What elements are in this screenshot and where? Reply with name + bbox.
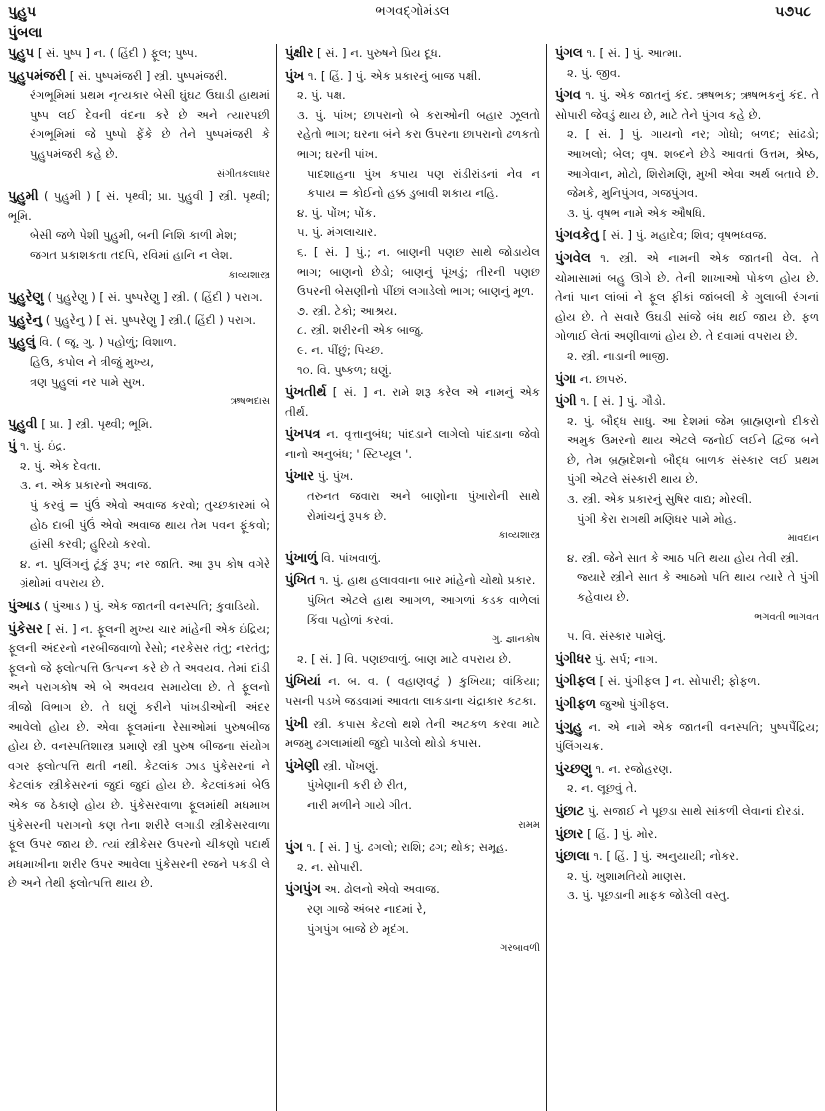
entry-definition <box>285 67 540 87</box>
entry-headword: પું <box>8 439 17 455</box>
dictionary-entry <box>555 86 819 223</box>
entry-headword: પુંગીફલ <box>555 674 596 690</box>
dictionary-entry <box>285 467 540 545</box>
entry-sense: ૩. પું. પૂછડાની માફક જોડેલી વસ્તુ. <box>567 888 730 903</box>
entry-definition <box>285 425 540 464</box>
dictionary-entry <box>285 672 540 711</box>
dictionary-entry <box>8 67 270 185</box>
entry-definition <box>8 288 270 308</box>
entry-headword: પુહુપમંજરી <box>8 68 67 84</box>
entry-sense: ૭. સ્ત્રી. ટેકો; આશ્રય. <box>297 303 398 318</box>
entry-body: અ. ઢોલનો એવો અવાજ. <box>324 882 440 897</box>
quotation-source: ગુ. જ્ઞાનકોષ <box>492 634 540 646</box>
entry-quotation <box>555 510 819 549</box>
page-number: ૫૭૫૮ <box>775 4 811 20</box>
entry-body: ન. એ નામે એક જાતની વનસ્પતિ; પુષ્પપૈંદ્રિય; પુંલિંગચક્ર. <box>555 719 819 754</box>
entry-definition <box>555 802 819 822</box>
entry-sense: ૨. સ્ત્રી. નાડાની ભાજી. <box>567 348 670 363</box>
entry-quotation <box>285 776 540 835</box>
entry-quotation <box>285 487 540 546</box>
quotation-source: ઋષભદાસ <box>230 396 270 408</box>
entry-body: પું. પુંખ. <box>317 469 354 484</box>
entry-quotation <box>285 591 540 650</box>
quotation-line: પુંગી કેરા રાગથી મણિધર પામે મોહ. <box>577 511 737 526</box>
entry-definition <box>8 415 270 435</box>
entry-definition <box>555 718 819 757</box>
entry-headword: પુંખાર <box>285 469 315 485</box>
dictionary-entry <box>285 757 540 835</box>
entry-body: [ સં. પુષ્પ ] ન. ( હિંદી ) ફૂલ; પુષ્પ. <box>37 46 198 60</box>
entry-definition <box>8 333 270 353</box>
quotation-line: હિઉ, કપોલ ને ત્રીજું મુખ્ય, <box>30 354 154 369</box>
entry-definition <box>555 695 819 715</box>
entry-headword: પુંચ્છણુ <box>555 761 592 777</box>
entry-definition <box>555 760 819 780</box>
entry-body: ( પુહુમી ) [ સં. પૃથ્વી; પ્રા. પુહુવી ] સ્ત્રી. પૃથ્વી; ભૂમિ. <box>8 189 271 223</box>
entry-definition <box>285 571 540 591</box>
entry-sense: ૨. પું. ખુશામતિયો માણસ. <box>567 868 687 883</box>
entry-headword: પુંગલ <box>555 46 583 61</box>
quotation-line: જ્યારે સ્ત્રીને સાત કે આઠમો પતિ થાય ત્યારે તે પુંગી કહેવાય છે. <box>577 570 819 605</box>
entry-definition <box>285 467 540 487</box>
dictionary-entry <box>285 838 540 877</box>
entry-headword: પુંગવ <box>555 88 582 104</box>
dictionary-entry <box>285 715 540 754</box>
entry-sense: ૨. ન. સોપારી. <box>297 859 363 874</box>
entry-quotation <box>285 165 540 204</box>
entry-headword: પુંગ <box>285 840 303 856</box>
entry-quotation <box>285 900 540 959</box>
entry-quotation <box>8 86 270 184</box>
entry-sense: ૨. પું. જીવ. <box>567 65 621 80</box>
entry-body: ન. બ. વ. ( વહાણવટું ) કુખિયા; વાંકિયા; પસની પડખે જડવામાં આવતા લાકડાના ચંદ્રાકાર કટકા. <box>285 674 540 708</box>
entry-headword: પુંગવકેતુ <box>555 228 599 244</box>
guide-word-first: પુહુપ <box>8 4 37 20</box>
quotation-source: કાવ્યશાસ્ત્ર <box>498 530 540 542</box>
quotation-line: તરુનત જવારા અને બાણોના પુંખારોની સાથે રોમાંચનું રૂપક છે. <box>307 489 540 523</box>
entry-sense: ૨. પું. પક્ષ. <box>297 88 346 103</box>
dictionary-entry <box>555 825 819 845</box>
entry-definition <box>285 383 540 422</box>
dictionary-entry <box>285 425 540 464</box>
dictionary-entry <box>555 695 819 715</box>
quotation-line: પાદશાહના પુંખ કપાય પણ રાંડીરાંડનાં નેવ ન કપાય = કોઈનો હક્ક ડુબાવી શકાય નહિ. <box>307 166 540 201</box>
entry-headword: પુહુવી <box>8 416 38 432</box>
entry-headword: પુંગપુંગ <box>285 882 321 898</box>
quotation-line: નારી મળીને ગાયે ગીત. <box>307 797 412 812</box>
entry-body: ૧. [ સં. ] પું. ઢગલો; રાશિ; ઢગ; થોક; સમૂહ. <box>306 840 509 855</box>
entry-definition <box>285 838 540 858</box>
entry-sense: ૩. પું. પાંખ; છાપરાનો બે કરાઓની બહાર ઝૂલતો રહેતો ભાગ; ઘરના બંને કરા ઉપરના છાપરાનો ઢળકતો ભાગ; ઘરની પાંખ. <box>297 107 540 161</box>
entry-headword: પુંગીધર <box>555 651 592 667</box>
entry-definition <box>555 226 819 246</box>
entry-quotation <box>555 568 819 627</box>
entry-body: [ સં. ] ન. પુરુષને પ્રિય દૂધ. <box>317 46 442 60</box>
entry-sense: ૩. પું. વૃષભ નામે એક ઔષધિ. <box>567 205 706 220</box>
dictionary-entry <box>555 392 819 647</box>
entry-body: ( પુહુરેણુ ) [ સં. પુષ્પરેણુ ] સ્ત્રી. ( હિંદી ) પરાગ. <box>47 290 263 305</box>
entry-sense: ૪. ન. પુલિંગનું ટૂંકું રૂપ; નર જાતિ. આ રૂપ કોષ વગેરે ગ્રંથોમાં વપરાય છે. <box>20 556 270 591</box>
entry-sense: ૩. સ્ત્રી. એક પ્રકારનું સુષિર વાદ્ય; મોરલી. <box>567 492 753 507</box>
quotation-line: જગત પ્રકાશકતા તદપિ, રવિમાં હાનિ ન લેશ. <box>30 247 233 262</box>
entry-definition <box>555 825 819 845</box>
entry-headword: પુંખેણી <box>285 758 320 774</box>
quotation-source: ભગવતી ભાગવત <box>754 611 819 623</box>
entry-body: ૧. [ હિં. ] પું. અનુયાયી; નોકર. <box>593 849 739 864</box>
entry-sense: ૬. [ સં. ] પું.; ન. બાણની પણછ સાથે જોડાયેલ ભાગ; બાણનો છેડો; બાણનું પૂંખડું; તીરની પણછ ઉપરની બેસણીનો પીંછાં લગાડેલો ભાગ; બાણનું મૂળ. <box>297 244 540 299</box>
entry-body: ૧. પું. ઇંદ્ર. <box>20 439 67 454</box>
entry-definition <box>8 620 270 894</box>
quotation-line: પું કરવું = પુંઉં એવો અવાજ કરવો; તુચ્છકારમાં બે હોઠ દાબી પુંઉં એવો અવાજ થાય તેમ પવન ફૂંકવો; હાંસી કરવી; હુરિયો કરવો. <box>30 498 270 552</box>
entry-body: પું. સર્પ; નાગ. <box>594 651 658 666</box>
entry-body: ૧. [ સં. ] પું. ગૌડો. <box>580 394 666 409</box>
dictionary-entry <box>555 249 819 367</box>
dictionary-entry <box>285 880 540 958</box>
dictionary-entry <box>285 571 540 669</box>
quotation-source: કાવ્યશાસ્ત્ર <box>228 269 270 281</box>
dictionary-entry <box>8 288 270 308</box>
dictionary-title: ભગવદ્ગોમંડલ <box>375 4 450 19</box>
entry-body: [ હિં. ] પું. મોર. <box>587 826 658 841</box>
entry-body: ૧. ન. રજોહરણ. <box>595 761 673 776</box>
entry-headword: પુંગા <box>555 371 577 387</box>
entry-definition <box>285 715 540 754</box>
entry-definition <box>8 311 270 331</box>
entry-headword: પુંગવેલ <box>555 250 591 266</box>
entry-sense: ૨. [ સં. ] વિ. પણછવાળું. બાણ માટે વપરાય છે. <box>297 651 512 666</box>
entry-quotation <box>8 353 270 412</box>
dictionary-entry <box>8 437 270 594</box>
entry-definition <box>555 249 819 347</box>
entry-definition <box>8 597 270 617</box>
entry-headword: પુંખપત્ર <box>285 427 321 443</box>
entry-body: [ પ્રા. ] સ્ત્રી. પૃથ્વી; ભૂમિ. <box>41 416 153 431</box>
dictionary-entry <box>555 802 819 822</box>
entry-headword: પુહુરેણુ <box>8 290 44 306</box>
entry-definition <box>285 44 540 64</box>
entry-headword: પુહુરેનુ <box>8 312 43 328</box>
entry-headword: પુંગી <box>555 394 577 410</box>
entry-headword: પુહુલું <box>8 335 36 351</box>
quotation-line: પુંખિત એટલે હાથ આગળ, આગળાં કડક વાળેલાં કિંવા પહોળાં કરવાં. <box>307 593 540 627</box>
entry-definition <box>555 370 819 390</box>
dictionary-entry <box>8 620 270 894</box>
column-1 <box>0 44 276 1111</box>
entry-definition <box>8 437 270 457</box>
dictionary-entry <box>285 67 540 381</box>
entry-sense: ૮. સ્ત્રી. શરીરની એક બાજુ. <box>297 323 424 338</box>
entry-definition <box>555 847 819 867</box>
entry-definition <box>555 86 819 125</box>
entry-headword: પુહુમી <box>8 189 39 205</box>
entry-body: [ સં. પુંગીફલ ] ન. સોપારી; ફોફળ. <box>599 674 761 689</box>
dictionary-entry <box>555 847 819 906</box>
quotation-line: પુંગપુંગ બાજે છે મૃદંગ. <box>307 921 409 936</box>
entry-sense: ૨. ન. લૂછવું તે. <box>567 781 638 796</box>
quotation-source: સંગીતકલાધર <box>216 168 270 180</box>
quotation-line: બેસી જળે પેશી પુહુમી, બની નિશિ કાળી મેશ; <box>30 228 238 243</box>
quotation-line: રંગભૂમિમાં પ્રથમ નૃત્યકાર બેસી ઘુંઘટ ઉઘાડી હાથમાં પુષ્પ લઈ દેવની વંદના કરે છે અને ત્યારપછી રંગભૂમિમાં જે પુષ્પો ફેંકે છે તેને પુષ્પમંજરી કે પુહુપમંજરી કહે છે. <box>30 88 270 161</box>
quotation-source: રામમ <box>518 819 540 831</box>
entry-headword: પુંછાર <box>555 826 584 842</box>
entry-body: જુઓ પુંગીફલ. <box>599 697 670 711</box>
entry-sense: ૩. ન. એક પ્રકારનો અવાજ. <box>20 478 152 493</box>
dictionary-entry <box>555 672 819 692</box>
entry-sense: ૫. પું. મંગલાચાર. <box>297 225 377 240</box>
entry-definition <box>8 187 270 226</box>
dictionary-columns <box>0 44 825 1111</box>
entry-body: ૧. [ સં. ] પું. આત્મા. <box>586 46 682 60</box>
quotation-line: ત્રણ પુહુલાં નર પામે સુખ. <box>30 374 146 389</box>
entry-headword: પુંછાલા <box>555 849 590 865</box>
entry-headword: પુંકેસર <box>8 621 43 637</box>
dictionary-entry <box>555 226 819 246</box>
dictionary-entry <box>8 415 270 435</box>
entry-sense: ૫. વિ. સંસ્કાર પામેલું. <box>567 629 667 644</box>
entry-body: [ સં. ] પું. મહાદેવ; શિવ; વૃષભધ્વજ. <box>602 228 767 243</box>
entry-definition <box>8 67 270 87</box>
entry-body: સ્ત્રી. પોંખણું. <box>322 758 379 773</box>
entry-headword: પુંખી <box>285 716 308 732</box>
entry-body: ન. વૃત્તાનુબંધ; પાંદડાને લાગેલો પાંદડાના જેવો નાનો અનુબંધ; ' સ્ટિપ્યૂલ '. <box>285 427 540 461</box>
entry-headword: પુંખિત <box>285 573 316 589</box>
dictionary-entry <box>8 597 270 617</box>
entry-body: ( પુહુરેનુ ) [ સં. પુષ્પરેણુ ] સ્ત્રી.( હિંદી ) પરાગ. <box>45 312 256 327</box>
entry-definition <box>285 757 540 777</box>
entry-sense: ૯. ન. પીંછું; પિચ્છ. <box>297 342 384 357</box>
dictionary-entry <box>285 383 540 422</box>
entry-body: ( પુંઆડ ) પું. એક જાતની વનસ્પતિ; કુવાડિયો. <box>43 599 260 614</box>
quotation-source: ગરબાવળી <box>500 943 540 955</box>
guide-word-last: પુંબલા <box>8 25 43 41</box>
entry-body: ૧. પું. એક જાતનું કંદ. ઋષભક; ઋષભકનું કંદ. તે સોપારી જેવડું થાય છે, માટે તેને પુંગવ કહે છે. <box>555 88 820 122</box>
entry-sense: ૨. [ સં. ] પું. ગાયનો નર; ગોધો; બળદ; સાંઢડો; આખલો; બેલ; વૃષ. શબ્દને છેડે આવતાં ઉત્તમ, શ્રેષ્ઠ, આગેવાન, મોટો, શિરોમણિ, મુખી એવા અર્થ બતાવે છે. જેમકે, મુનિપુંગવ, ગજપુંગવ. <box>567 127 819 201</box>
column-2 <box>276 44 546 1111</box>
entry-headword: પુંઆડ <box>8 599 41 615</box>
quotation-source: માવદાન <box>787 533 819 545</box>
dictionary-entry <box>8 187 270 285</box>
entry-sense: ૧૦. વિ. પુષ્કળ; ઘણું. <box>297 362 392 377</box>
entry-body: [ સં. ] ન. રામે શરૂ કરેલ એ નામનું એક તીર્થ. <box>285 385 540 419</box>
entry-definition <box>555 392 819 412</box>
dictionary-entry <box>555 370 819 390</box>
entry-body: સ્ત્રી. કપાસ કેટલો થશે તેની અટકળ કરવા માટે મજમુ ઢગલામાંથી જુદો પાડેલો થોડો કપાસ. <box>285 716 540 751</box>
dictionary-entry <box>555 718 819 757</box>
entry-headword: પુંગીફળ <box>555 697 597 712</box>
dictionary-entry <box>8 311 270 331</box>
entry-body: વિ. પાંખવાળું. <box>321 550 382 565</box>
entry-headword: પુહુપ <box>8 46 35 61</box>
column-3 <box>546 44 825 1111</box>
entry-quotation <box>8 226 270 285</box>
entry-body: ૧. [ હિં. ] પું. એક પ્રકારનું બાજ પક્ષી. <box>307 68 482 83</box>
entry-body: ૧. સ્ત્રી. એ નામની એક જાતની વેલ. તે ચોમાસામાં બહુ ઊગે છે. તેની શાખાઓ પોકળ હોય છે. તેનાં પાન લાંબાં ને ફૂલ ફીકાં જાંબલી કે ગુલાબી રંગનાં હોય છે. તે સવારે ઉઘડી સાંજે બંધ થઈ જાય છે. ફળ ગોળાઈ લેતાં અણીવાળાં હોય છે. તે દવામાં વપરાય છે. <box>555 250 819 344</box>
entry-definition <box>555 672 819 692</box>
entry-headword: પુંખ <box>285 68 305 84</box>
quotation-line: રણ ગાજે અંબર નાદમાં રે, <box>307 901 427 916</box>
dictionary-entry <box>8 333 270 411</box>
dictionary-entry <box>555 650 819 670</box>
entry-quotation <box>8 496 270 555</box>
entry-body: ન. છાપરું. <box>579 371 628 386</box>
entry-definition <box>285 880 540 900</box>
entry-definition <box>555 650 819 670</box>
entry-definition <box>285 672 540 711</box>
dictionary-entry <box>8 44 270 64</box>
entry-headword: પુંછાટ <box>555 803 585 819</box>
dictionary-entry <box>555 44 819 83</box>
entry-definition <box>555 44 819 64</box>
entry-sense: ૪. સ્ત્રી. જેને સાત કે આઠ પતિ થયા હોય તેવી સ્ત્રી. <box>567 550 799 565</box>
entry-sense: ૨. પું. બૌદ્ધ સાધુ. આ દેશમાં જેમ બ્રાહ્મણનો દીકરો અમુક ઉમરનો થાય એટલે જનોઈ લઈને દ્વિજ બને છે, તેમ બ્રહ્મદેશનો બૌદ્ધ બાળક સંસ્કાર લઈ પ્રથમ પુંગી એટલે સંસ્કારી થાય છે. <box>567 413 819 487</box>
dictionary-entry <box>285 549 540 569</box>
entry-headword: પુંખતીર્થ <box>285 385 327 401</box>
entry-headword: પુંગુહુ <box>555 719 583 735</box>
entry-body: ૧. પું. હાથ હલાવવાના બાર માંહેનો ચોથો પ્રકાર. <box>319 573 536 588</box>
entry-headword: પુંખાળું <box>285 550 318 566</box>
entry-body: પું. સજાઈ ને પૂછડા સાથે સાંકળી લેવાનાં દોરડાં. <box>587 803 805 818</box>
entry-sense: ૪. પું. પોંખ; પોંક. <box>297 205 377 220</box>
dictionary-entry <box>285 44 540 64</box>
entry-headword: પુંક્ષીર <box>285 46 314 61</box>
quotation-line: પુંખેણાની કરી છે રીત, <box>307 778 408 793</box>
dictionary-entry <box>555 760 819 799</box>
entry-headword: પુંખિયાં <box>285 674 321 690</box>
entry-body: [ સં. ] ન. ફૂલની મુખ્ય ચાર માંહેની એક ઇંદ્રિય; ફૂલની અંદરનો નરબીજવાળો રેસો; નરકેસર તંતુ; નરતંતુ; ફૂલનો જે ફ્લોત્પત્તિ ઉત્પન્ન કરે છે તે અવયવ. તેમાં દાંડી અને પરાગકોષ એ બે અવયવ સમાયેલા છે. તે ફૂલનો ત્રીજો વિભાગ છે. તે ઘણું કરીને પાંખડીઓની અંદર આવેલો હોય છે. એવા ફૂલમાંના રેસાઓમાં પુરુષબીજ હોય છે. વનસ્પતિશાસ્ત્ર પ્રમાણે સ્ત્રી પુરુષ બીજના સંયોગ વગર ફ્લોત્પત્તિ થતી નથી. કેટલાંક ઝાડ પુંકેસરનાં ને કેટલાંક સ્ત્રીકેસરનાં જુદાં જુદાં હોય છે. કેટલાંકમાં બેઉ એક જ ઠેકાણે હોય છે. પુંકેસરવાળા ફૂલમાંથી મધમાખ પુંકેસરની પરાગનો કણ તેના શરીરે લગાડી સ્ત્રીકેસરવાળા ફૂલ ઉપર જાય છે. ત્યાં સ્ત્રીકેસર ઉપરનો ચીકણો પદાર્થ મધમાખીના શરીર ઉપર આવેલા પુંકેસરની રજને પકડી લે છે અને તેથી ફ્લોત્પત્તિ થાય છે. <box>8 621 270 891</box>
entry-body: [ સં. પુષ્પમંજરી ] સ્ત્રી. પુષ્પમંજરી. <box>69 68 228 83</box>
entry-definition <box>285 549 540 569</box>
entry-body: વિ. ( જૂ. ગુ. ) પહોળું; વિશાળ. <box>39 335 177 350</box>
entry-sense: ૨. પું. એક દેવતા. <box>20 458 102 473</box>
entry-definition <box>8 44 270 64</box>
